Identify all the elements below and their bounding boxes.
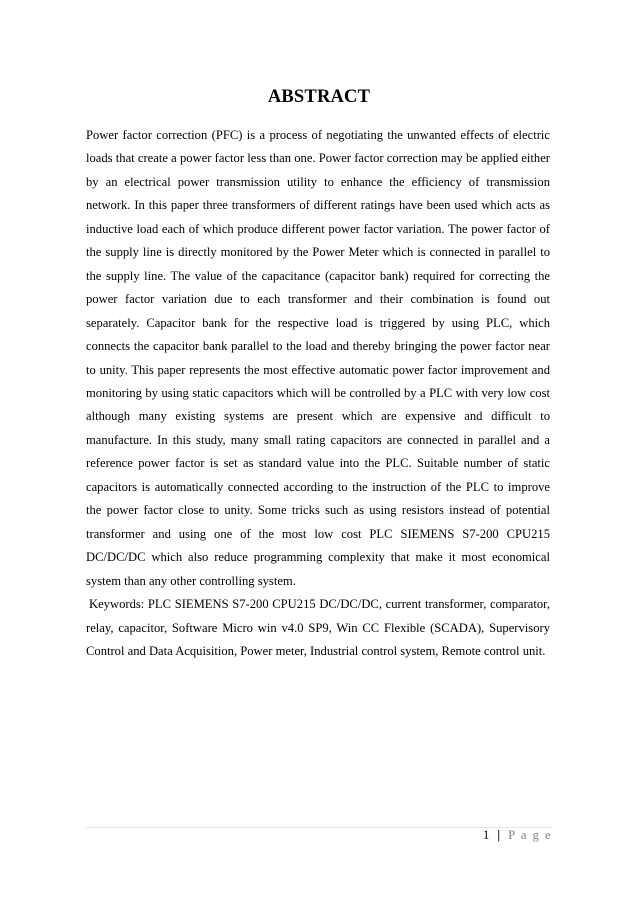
page-footer (483, 828, 552, 843)
page-title: ABSTRACT (267, 87, 371, 107)
abstract-paragraph: Power factor correction (PFC) is a process of negotiating the unwanted effects of electric loads that create a power factor less than one. Power factor correction may be applied either by an electrical power transmission utility to enhance the efficiency of transmission network. In this paper three transformers of different ratings have been used which acts as inductive load each of which produce different power factor variation. The power factor of the supply line is directly monitored by the Power Meter which is connected in parallel to the supply line. The value of the capacitance (capacitor bank) required for correcting the power factor variation due to each transformer and their combination is found out separately. Capacitor bank for the respective load is triggered by using PLC, which connects the capacitor bank parallel to the load and thereby bringing the power factor near to unity. This paper represents the most effective automatic power factor improvement and monitoring by using static capacitors which will be controlled by a PLC with very low cost although many existing systems are present which are expensive and difficult to manufacture. In this study, many small rating capacitors are connected in parallel and a reference power factor is set as standard value into the PLC. Suitable number of static capacitors is automatically connected according to the instruction of the PLC to improve the power factor close to unity. Some tricks such as using resistors instead of potential transformer and using one of the most low cost PLC SIEMENS S7-200 CPU215 DC/DC/DC which also reduce programming complexity that make it most economical system than any other controlling system. (86, 128, 550, 588)
page-number: 1 (483, 828, 491, 842)
abstract-body (86, 124, 550, 663)
footer-separator: | (497, 828, 502, 842)
page-label: P a g e (508, 828, 552, 842)
keywords-paragraph: Keywords: PLC SIEMENS S7-200 CPU215 DC/DC/DC, current transformer, comparator, relay, capacitor, Software Micro win v4.0 SP9, Win CC Flexible (SCADA), Supervisory Control and Data Acquisition, Power meter, Industrial control system, Remote control unit. (86, 597, 550, 658)
